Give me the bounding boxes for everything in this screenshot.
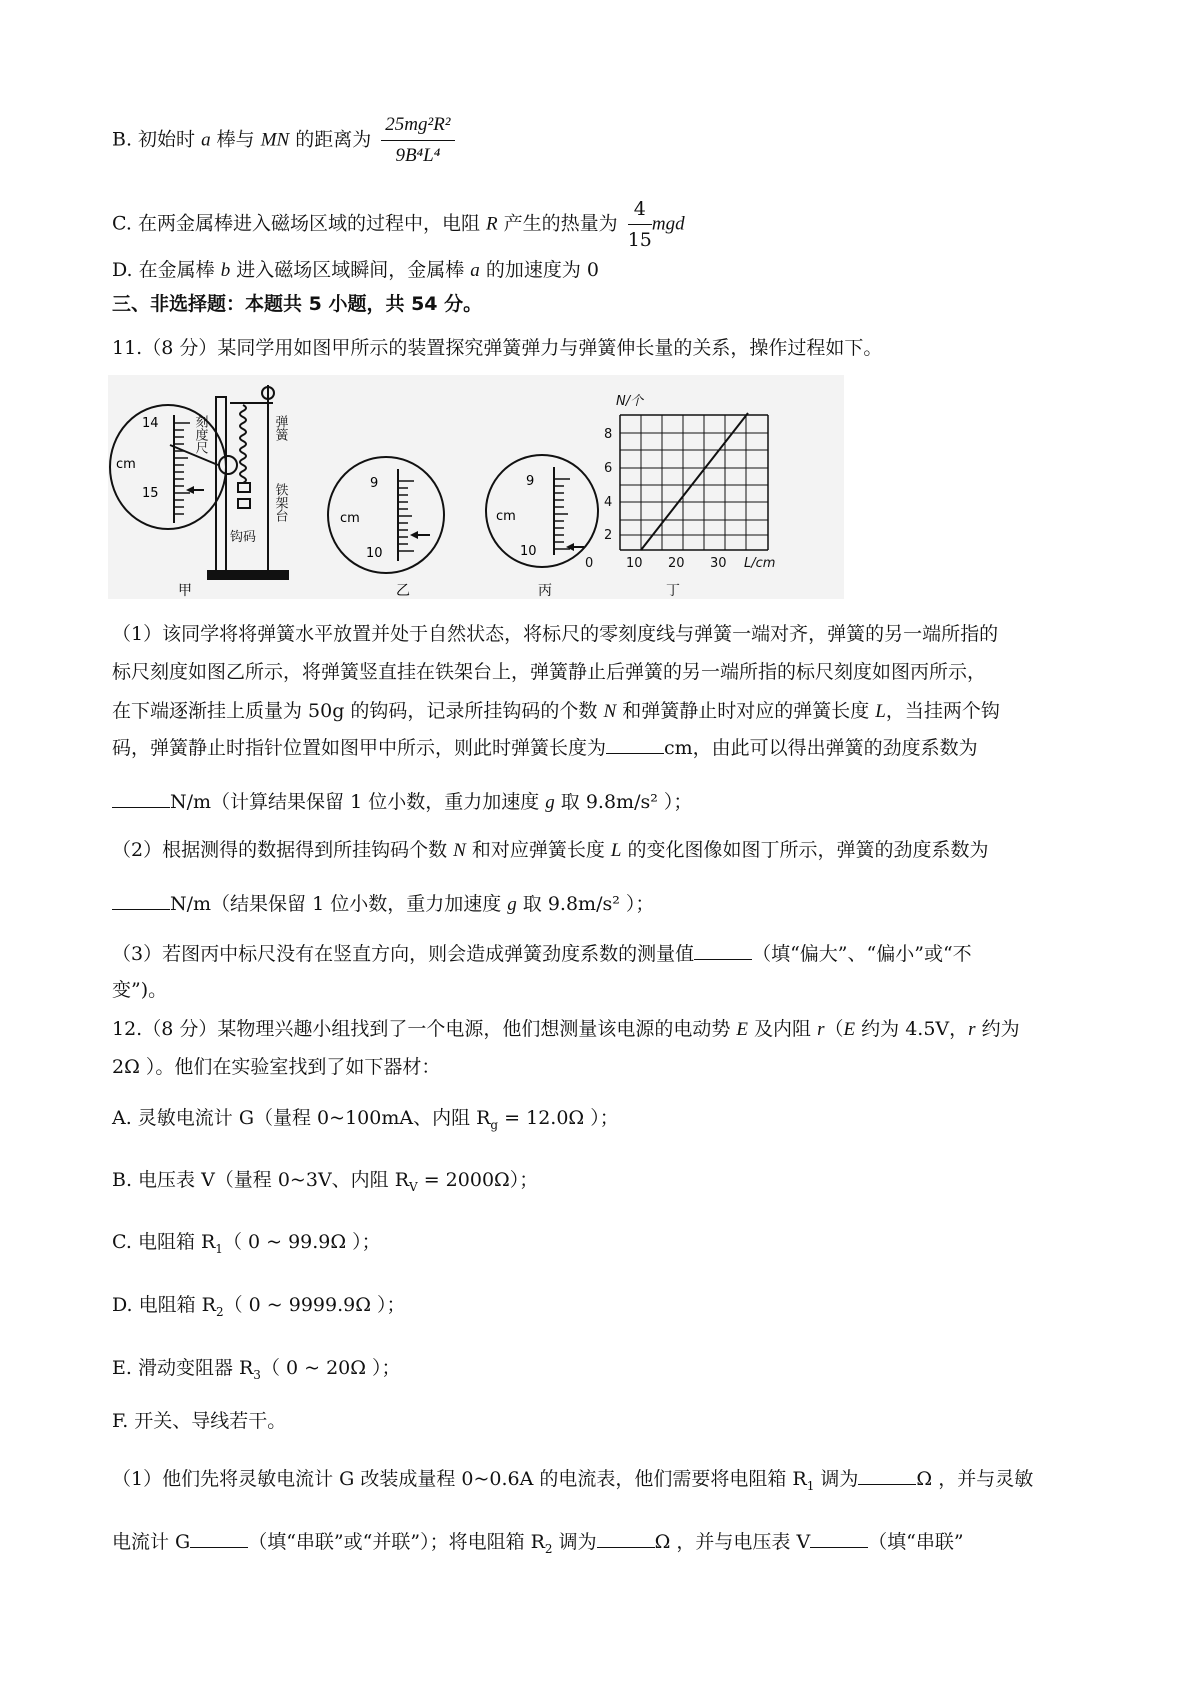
- option-c-text2: 产生的热量为: [497, 212, 618, 235]
- var-a: a: [201, 129, 211, 151]
- q11-p3-line1: （3）若图丙中标尺没有在竖直方向，则会造成弹簧劲度系数的测量值 （填“偏大”、“偏小”或“不: [112, 943, 972, 965]
- tick-10: 10: [520, 544, 537, 559]
- option-b-mid: 棒与: [210, 128, 261, 151]
- option-c: [112, 196, 685, 253]
- x-axis-label: L/cm: [744, 556, 776, 571]
- q11-p2-line2: N/m（结果保留 1 位小数，重力加速度 g 取 9.8m/s² ）；: [112, 890, 654, 919]
- tick-15: 15: [142, 486, 159, 501]
- xtick-20: 20: [668, 556, 685, 571]
- var-mn: MN: [260, 129, 290, 151]
- xtick-30: 30: [710, 556, 727, 571]
- q11-p1-line2: 标尺刻度如图乙所示，将弹簧竖直挂在铁架台上，弹簧静止后弹簧的另一端所指的标尺刻度如图丙所示，: [112, 661, 987, 683]
- q12-item-c: C. 电阻箱 $R_1$（ 0 ~ 99.9Ω ）；: [112, 1231, 381, 1256]
- var-r: R: [485, 213, 498, 235]
- q12-item-b: B. 电压表 V（量程 0~3V、内阻 $R_V = 2000\Omega$）；: [112, 1169, 539, 1194]
- q11-p1-line5: N/m（计算结果保留 1 位小数，重力加速度 g 取 9.8m/s² ）；: [112, 788, 692, 817]
- q11-p3-line2: 变”)。: [112, 979, 168, 1001]
- answer-blank[interactable]: [112, 789, 170, 808]
- q12-stem-line2: 2Ω ）。他们在实验室找到了如下器材：: [112, 1056, 441, 1078]
- q11-p1-line3: 在下端逐渐挂上质量为 50g 的钩码，记录所挂钩码的个数 N 和弹簧静止时对应的弹簧长度 L，当挂两个钩: [112, 700, 1000, 722]
- ytick-8: 8: [604, 427, 613, 442]
- q12-s1-line2: 电流计 G （填“串联”或“并联”）；将电阻箱 $R_2$ 调为 Ω ，并与电压表 V （填“串联”: [112, 1531, 964, 1556]
- option-b-suffix: 的距离为: [289, 128, 372, 151]
- unit-cm: cm: [116, 457, 136, 472]
- option-b-text: B. 初始时: [112, 128, 202, 151]
- xtick-10: 10: [626, 556, 643, 571]
- ytick-2: 2: [604, 528, 613, 543]
- answer-blank[interactable]: [112, 891, 170, 910]
- answer-blank[interactable]: [694, 941, 752, 960]
- q11-p2-line1: （2）根据测得的数据得到所挂钩码个数 N 和对应弹簧长度 L 的变化图像如图丁所示，弹簧的劲度系数为: [112, 839, 989, 861]
- caption-ding: 丁: [666, 583, 680, 599]
- q12-s1-line1: （1）他们先将灵敏电流计 G 改装成量程 0~0.6A 的电流表，他们需要将电阻箱 $R_1$ 调为 Ω ，并与灵敏: [112, 1468, 1034, 1493]
- q11-stem: 11.（8 分）某同学用如图甲所示的装置探究弹簧弹力与弹簧伸长量的关系，操作过程如下。: [112, 337, 883, 359]
- tick-9: 9: [370, 476, 379, 491]
- option-b-fraction: [381, 112, 454, 169]
- q11-p1-line1: （1）该同学将将弹簧水平放置并处于自然状态，将标尺的零刻度线与弹簧一端对齐，弹簧的另一端所指的: [112, 623, 999, 645]
- spring-experiment-figure: [108, 375, 844, 599]
- label-spring: 弹簧: [272, 415, 288, 441]
- answer-blank[interactable]: [606, 735, 664, 754]
- q12-item-d: D. 电阻箱 $R_2$（ 0 ~ 9999.9Ω ）；: [112, 1294, 406, 1319]
- q12-stem-line1: 12.（8 分）某物理兴趣小组找到了一个电源，他们想测量该电源的电动势 E 及内阻 r（E 约为 4.5V，r 约为: [112, 1018, 1020, 1040]
- section-heading: 三、非选择题：本题共 5 小题，共 54 分。: [112, 293, 483, 315]
- q11-p1-line4: 码，弹簧静止时指针位置如图甲中所示，则此时弹簧长度为 cm，由此可以得出弹簧的劲度系数为: [112, 737, 978, 759]
- fraction-denominator: 15: [627, 229, 652, 251]
- answer-blank[interactable]: [597, 1529, 655, 1548]
- caption-bing: 丙: [538, 583, 552, 599]
- fraction-denominator: 9B⁴L⁴: [395, 145, 441, 166]
- option-c-fraction: [628, 196, 652, 253]
- option-d: D. 在金属棒 b 进入磁场区域瞬间，金属棒 a 的加速度为 0: [112, 259, 599, 281]
- unit-cm: cm: [496, 509, 516, 524]
- option-b: [112, 112, 455, 169]
- option-c-tail: mgd: [651, 213, 685, 235]
- q12-item-a: A. 灵敏电流计 G（量程 0~100mA、内阻 $R_g = 12.0\Omega$ ）；: [112, 1107, 619, 1132]
- option-c-text: C. 在两金属棒进入磁场区域的过程中，电阻: [112, 212, 486, 235]
- q12-item-e: E. 滑动变阻器 $R_3$（ 0 ~ 20Ω ）；: [112, 1357, 401, 1382]
- caption-yi: 乙: [396, 583, 410, 599]
- ytick-4: 4: [604, 495, 613, 510]
- answer-blank[interactable]: [190, 1529, 248, 1548]
- answer-blank[interactable]: [810, 1529, 868, 1548]
- ytick-6: 6: [604, 461, 613, 476]
- xtick-0: 0: [585, 556, 594, 571]
- caption-jia: 甲: [178, 583, 192, 599]
- label-ruler: 刻度尺: [192, 415, 208, 454]
- fraction-numerator: 4: [628, 196, 652, 225]
- q12-item-f: F. 开关、导线若干。: [112, 1410, 287, 1432]
- tick-14: 14: [142, 416, 159, 431]
- fraction-numerator: 25mg²R²: [381, 112, 454, 141]
- answer-blank[interactable]: [858, 1466, 916, 1485]
- unit-cm: cm: [340, 511, 360, 526]
- tick-9: 9: [526, 474, 535, 489]
- label-weights: 钩码: [230, 530, 257, 545]
- y-axis-label: N/个: [616, 394, 644, 409]
- tick-10: 10: [366, 546, 383, 561]
- label-stand: 铁架台: [272, 483, 288, 522]
